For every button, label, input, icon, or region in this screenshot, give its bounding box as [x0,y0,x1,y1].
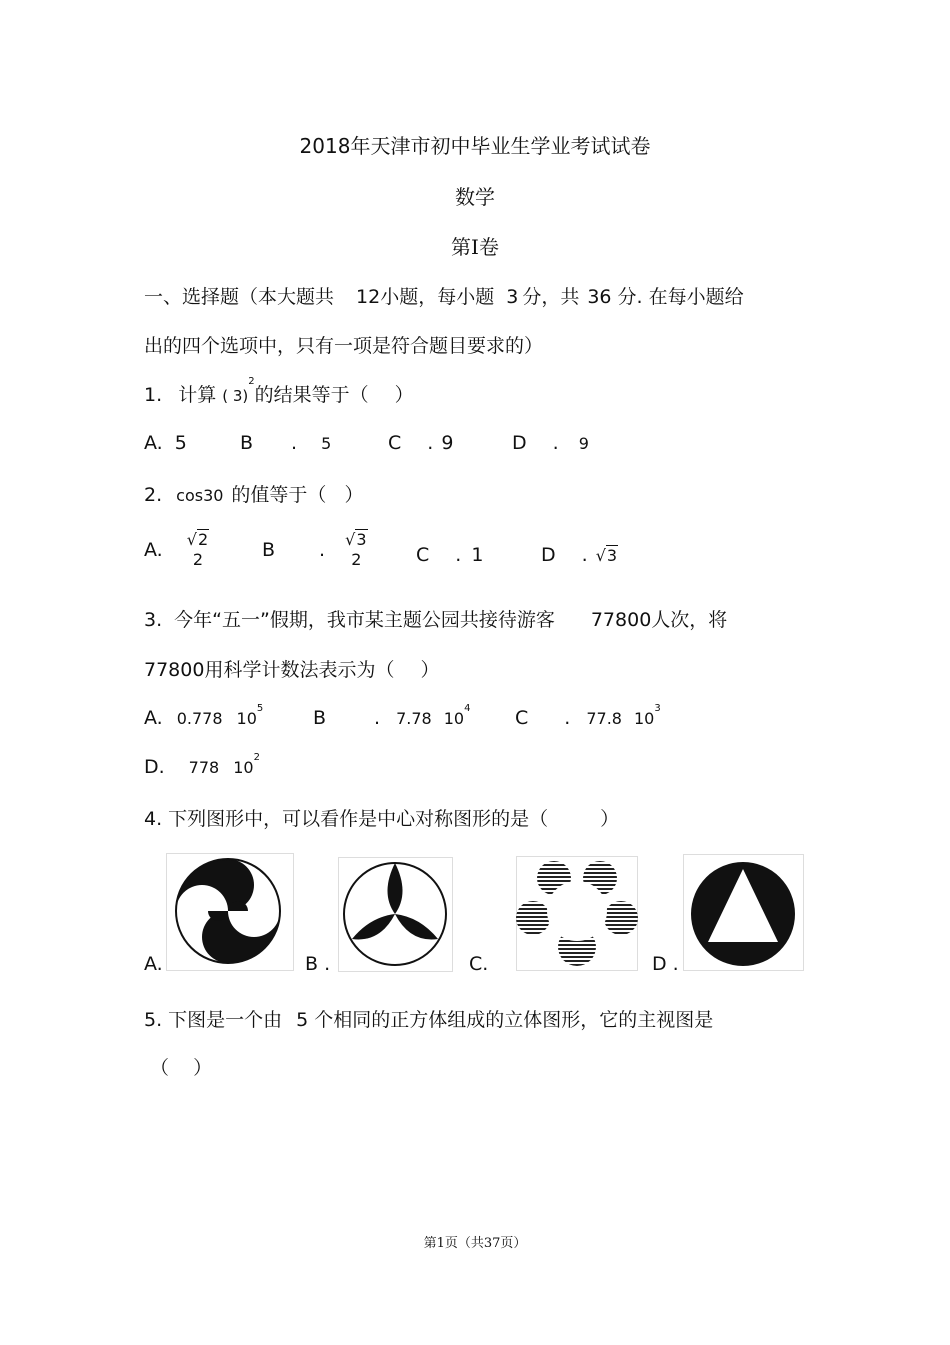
question-5 [144,1005,713,1032]
figure-c [516,856,638,971]
q2-b-dot: . [319,539,326,561]
q5-paren: （ ） [150,1057,213,1079]
q2-a-denominator: 2 [192,550,204,569]
q3-text-a: 今年“五一”假期，我市某主题公园共接待游客 [174,609,555,631]
q1-c-dot: . [427,432,434,454]
section-instruction-line2: 出的四个选项中，只有一项是符合题目要求的） [144,335,544,357]
q1-d-label: D [512,432,527,454]
q3-a-exponent: 5 [256,703,264,714]
q3-b-mantissa: 7.78 [396,709,432,728]
q3-c-mantissa: 77.8 [586,709,622,728]
q2-c-label: C [416,544,430,566]
q3-d-base: 10 [233,758,254,777]
q1-b-value: 5 [321,434,332,453]
instr-f: 36 [587,286,612,308]
exam-title: 2018年天津市初中毕业生学业考试试卷 [299,134,651,158]
q1-c-value: 9 [441,432,454,454]
question-3-line1 [144,605,727,632]
q3-a-mantissa: 0.778 [176,709,223,728]
q5-text-b: 个相同的正方体组成的立体图形，它的主视图是 [314,1009,714,1031]
q4-label-a: A. [144,953,163,975]
q3-b-dot: . [374,707,381,729]
q3-option-a [144,703,264,729]
question-3-line2 [144,655,439,682]
q1-b-label: B [240,432,254,454]
q5-text: 5. 下图是一个由 [144,1009,283,1031]
q4-text: 4. 下列图形中，可以看作是中心对称图形的是（ [144,808,549,830]
q3-c-dot: . [564,707,571,729]
q3-c-exponent: 3 [654,703,661,714]
question-1 [144,376,414,407]
q3-d-mantissa: 778 [188,758,220,777]
q1-exponent: 2 [248,376,255,387]
q2-expression: cos30 [176,486,224,505]
instr-e: 分，共 [522,286,580,308]
q3-text-b: 人次，将 [651,609,728,631]
q2-b-radicand: 3 [356,530,367,549]
figure-d [683,854,804,971]
figure-b [338,857,453,972]
q3-d-label: D. [144,756,165,778]
instr-d: 3 [506,286,519,308]
q1-a-label: A. [144,432,163,454]
q1-expression: ( 3) [222,387,249,405]
q2-option-a [144,530,209,570]
q2-d-root: √3 [595,546,618,565]
tomoe-figure [166,853,294,971]
q2-text-a: 的值等于（ [231,484,327,506]
q2-number: 2. [144,484,163,506]
q3-number: 3. [144,609,163,631]
q3-b-exponent: 4 [464,703,471,714]
q1-d-value: 9 [578,434,589,453]
volume-title: 第Ⅰ卷 [451,235,499,259]
q1-b-dot: . [291,432,298,454]
q2-c-dot: . [455,544,462,566]
q3-a-label: A. [144,707,163,729]
q4-label-d: D . [652,953,679,975]
triangle-in-circle-figure [683,854,804,971]
q3-text-d: ） [420,659,440,681]
q2-b-label: B [262,539,276,561]
q1-a-value: 5 [174,432,187,454]
q3-c-label: C [515,707,529,729]
striped-flower-figure [516,856,638,971]
q2-d-label: D [541,544,556,566]
q1-option-d [512,432,589,454]
q1-text-c: ） [394,384,414,406]
q2-c-value: 1 [471,544,484,566]
q1-text-b: 的结果等于（ [254,384,369,406]
instr-c: 小题，每小题 [380,286,495,308]
q4-label-c: C. [469,953,489,975]
q3-option-c [515,703,661,729]
figure-a [166,853,294,971]
question-2 [144,480,363,507]
q3-text-c: 用科学计数法表示为（ [204,659,395,681]
q2-option-c [416,544,483,566]
q2-b-fraction: √3 2 [345,530,367,569]
three-petal-figure [338,857,453,972]
q3-n2: 77800 [144,659,205,681]
q2-d-dot: . [581,544,588,566]
q2-a-radicand: 2 [197,530,209,549]
q5-n: 5 [296,1009,309,1031]
q4-close: ） [600,808,620,830]
q2-b-denominator: 2 [351,550,362,569]
q1-d-dot: . [552,432,559,454]
q3-option-d [144,752,260,778]
q1-text-a: 计算 [178,384,217,406]
page-footer: 第1页（共37页） [423,1236,527,1251]
q3-b-base: 10 [443,709,465,728]
q3-c-base: 10 [633,709,655,728]
section-instruction-line1 [144,282,744,309]
instr-b: 12 [356,286,381,308]
q2-option-b [262,530,368,570]
q1-option-c [388,432,453,454]
q3-d-exponent: 2 [253,752,260,763]
q3-a-base: 10 [236,709,257,728]
q2-option-d [541,544,618,566]
question-4 [144,804,619,831]
instr-a: 一、选择题（本大题共 [144,286,335,308]
q2-d-radicand: 3 [606,546,618,565]
q2-a-label: A. [144,539,163,561]
q3-n1: 77800 [590,609,652,631]
q1-option-a [144,432,187,454]
q4-label-b: B . [305,953,331,975]
q2-text-b: ） [344,484,364,506]
q1-option-b [240,432,331,454]
q3-option-b [313,703,471,729]
q2-a-fraction: √2 2 [186,530,209,569]
q3-b-label: B [313,707,327,729]
q1-number: 1. [144,384,163,406]
subject-title: 数学 [455,185,495,209]
instr-g: 分. 在每小题给 [617,286,744,308]
q1-c-label: C [388,432,402,454]
